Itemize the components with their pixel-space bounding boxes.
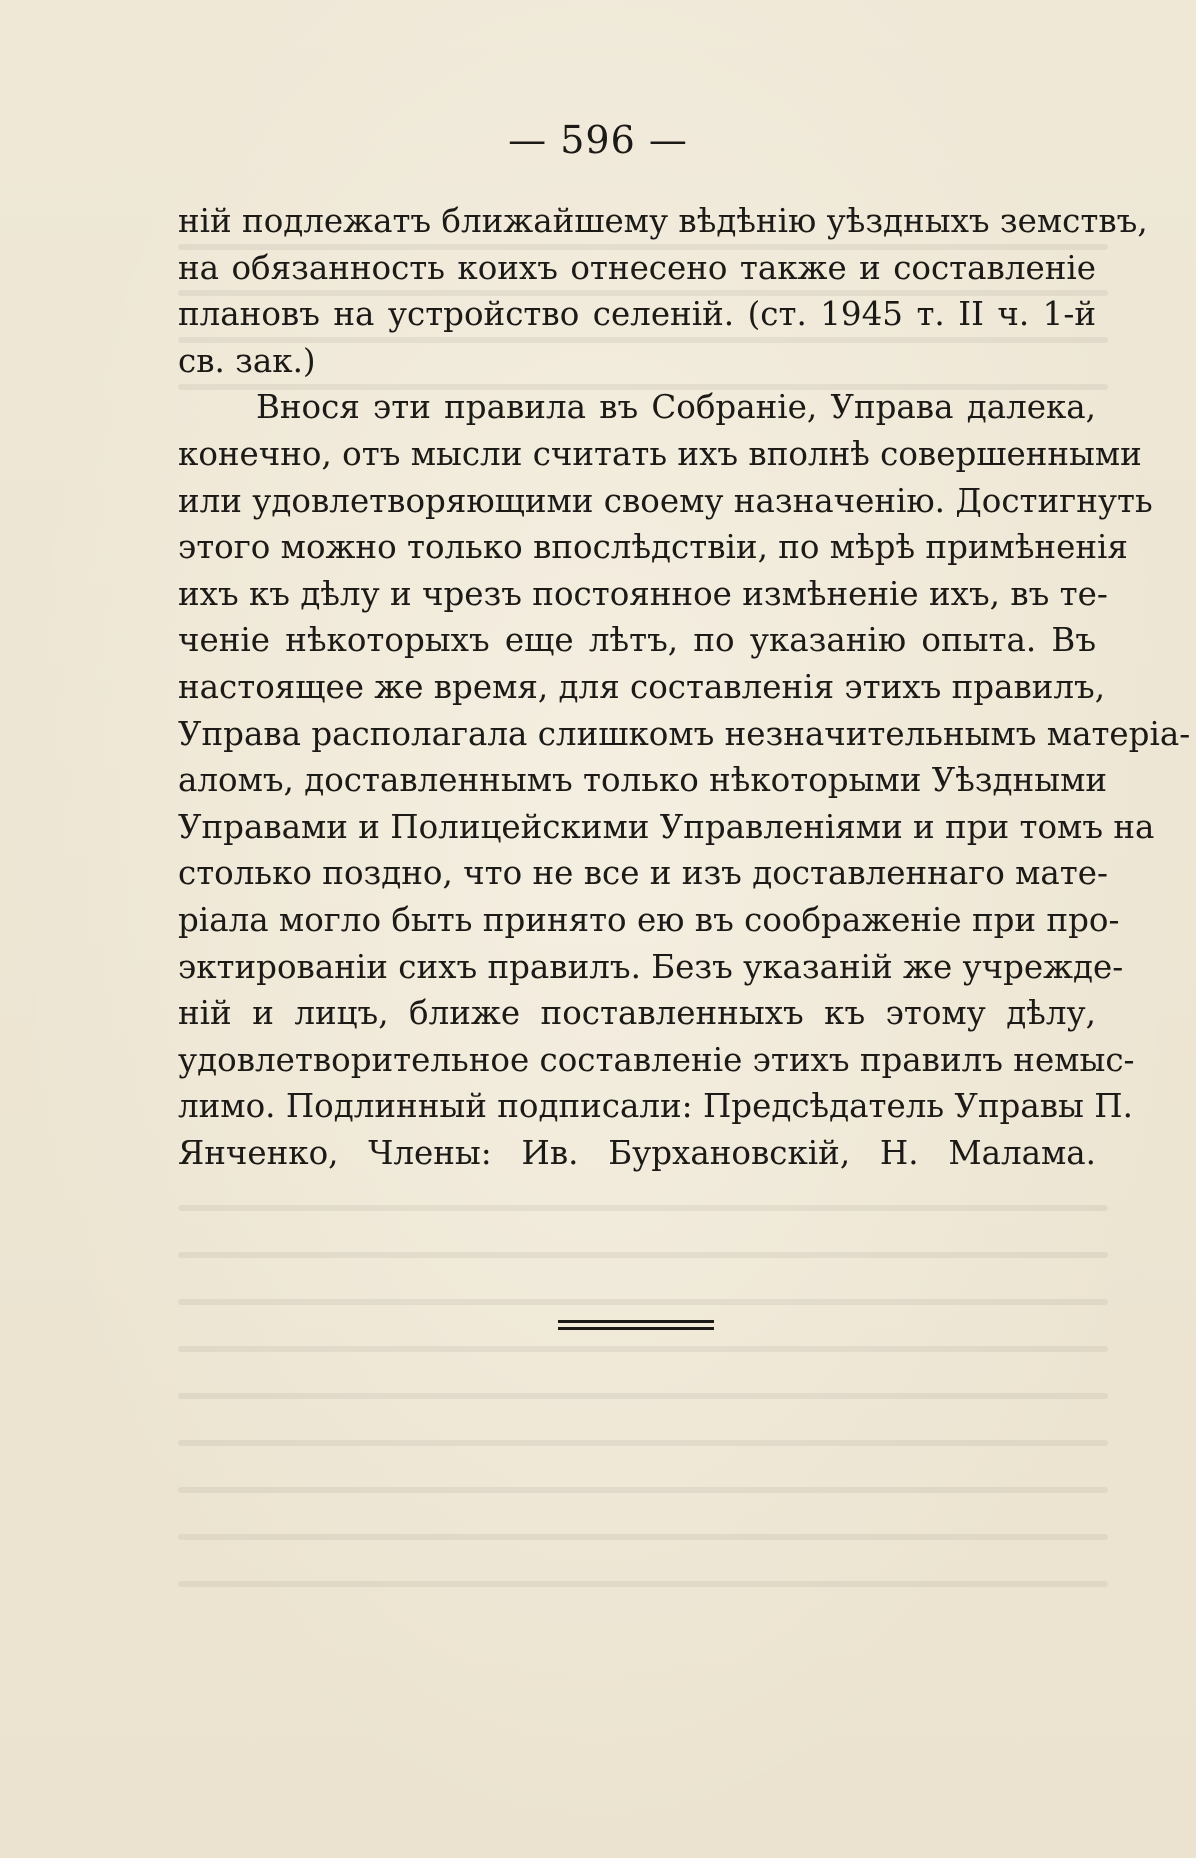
text-line: этого можно только впослѣдствіи, по мѣрѣ примѣненія <box>178 528 1128 567</box>
text-line: Управа располагала слишкомъ незначительнымъ матеріа- <box>178 714 1191 753</box>
page-number: — 596 — <box>508 118 688 162</box>
bleed-through-line <box>178 1487 1108 1493</box>
text-line: или удовлетворяющими своему назначенію. Достигнуть <box>178 481 1153 520</box>
bleed-through-line <box>178 1534 1108 1540</box>
text-line: столько поздно, что не все и изъ доставленнаго мате- <box>178 854 1108 893</box>
text-line: настоящее же время, для составленія этихъ правилъ, <box>178 667 1106 706</box>
text-line: лимо. Подлинный подписали: Предсѣдатель Управы П. <box>178 1087 1133 1126</box>
text-line: ній подлежатъ ближайшему вѣдѣнію уѣздныхъ земствъ, <box>178 202 1148 240</box>
text-line: ріала могло быть принято ею въ соображеніе при про- <box>178 900 1120 939</box>
text-line: ченіе нѣкоторыхъ еще лѣтъ, по указанію опыта. Въ <box>178 621 1096 660</box>
bleed-through-line <box>178 1393 1108 1399</box>
section-rule <box>558 1327 714 1330</box>
text-line <box>178 1176 1096 1223</box>
bleed-through-line <box>178 1299 1108 1305</box>
text-line: аломъ, доставленнымъ только нѣкоторыми Уѣздными <box>178 761 1108 800</box>
text-line: Янченко, Члены: Ив. Бурхановскій, Н. Малама. <box>178 1133 1096 1172</box>
bleed-through-line <box>178 1440 1108 1446</box>
text-line: Внося эти правила въ Собраніе, Управа далека, <box>256 388 1096 427</box>
text-line: св. зак.) <box>178 341 316 380</box>
text-line: на обязанность коихъ отнесено также и составленіе <box>178 248 1096 287</box>
body-text <box>178 198 1191 1223</box>
bleed-through-line <box>178 1581 1108 1587</box>
text-line: удовлетворительное составленіе этихъ правилъ немыс- <box>178 1040 1135 1079</box>
text-line: эктированіи сихъ правилъ. Безъ указаній же учрежде- <box>178 947 1124 986</box>
text-line: ній и лицъ, ближе поставленныхъ къ этому дѣлу, <box>178 994 1096 1033</box>
text-line: плановъ на устройство селеній. (ст. 1945 т. II ч. 1-й <box>178 295 1096 334</box>
bleed-through-line <box>178 1346 1108 1352</box>
bleed-through-line <box>178 1252 1108 1258</box>
section-rule <box>558 1320 714 1323</box>
text-line: Управами и Полицейскими Управленіями и при томъ на <box>178 807 1155 846</box>
text-line: конечно, отъ мысли считать ихъ вполнѣ совершенными <box>178 434 1142 473</box>
text-line: ихъ къ дѣлу и чрезъ постоянное измѣненіе ихъ, въ те- <box>178 574 1108 613</box>
